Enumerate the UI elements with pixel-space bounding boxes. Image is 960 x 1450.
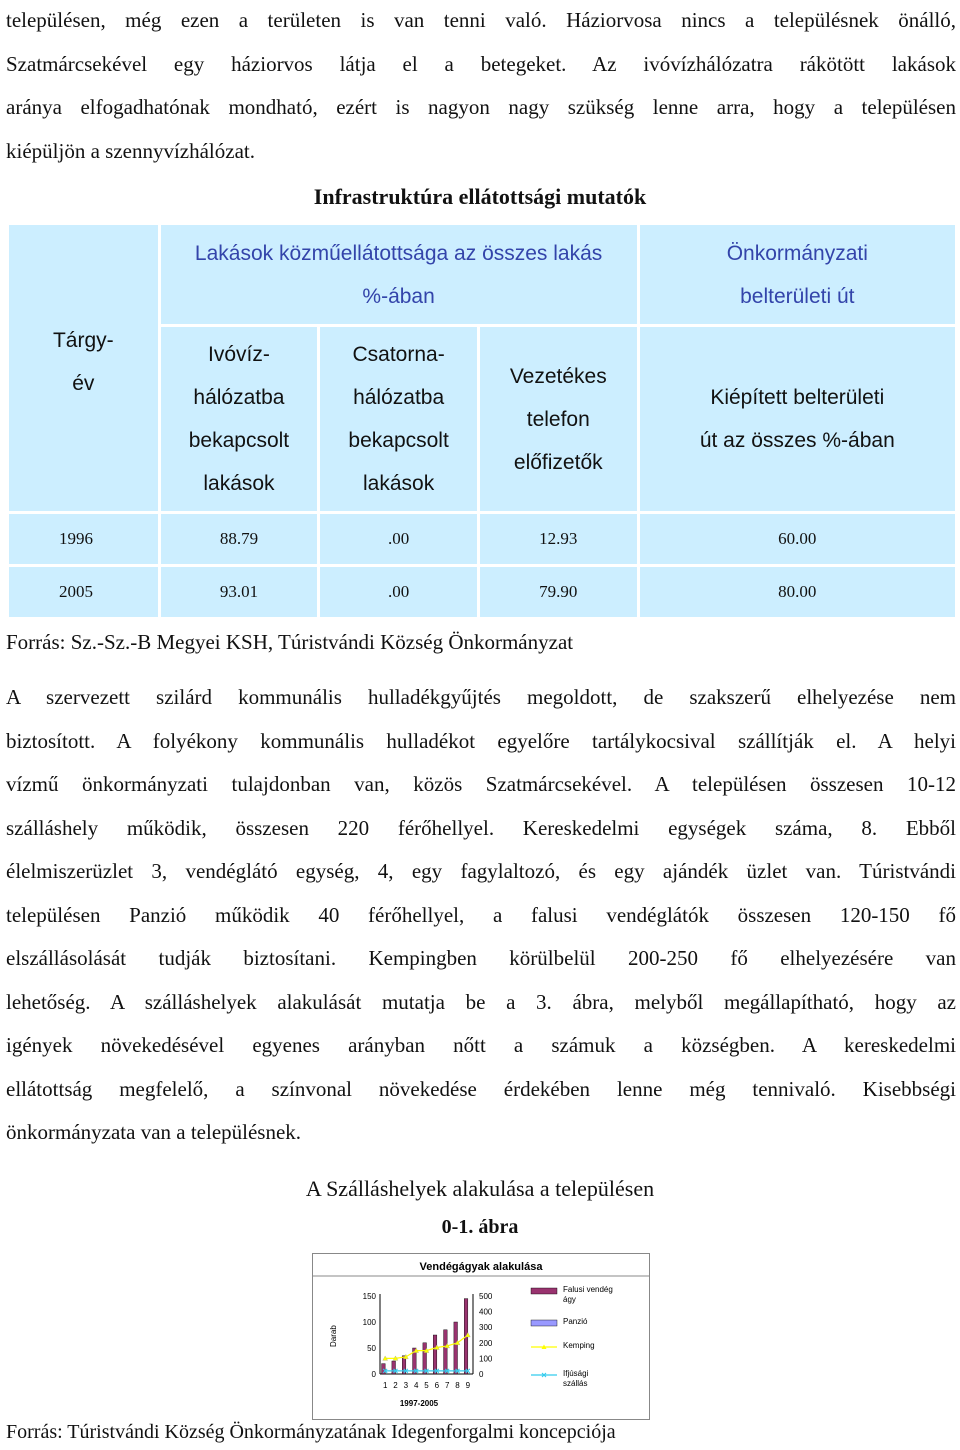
column-header-road [640, 327, 955, 511]
y-axis-label: Darab [329, 1325, 338, 1347]
column-header-line: hálózatba [353, 386, 445, 409]
text-line: kiépüljön a szennyvízhálózat. [6, 138, 255, 163]
y-right-tick-label: 500 [479, 1292, 493, 1301]
column-header-line: bekapcsolt [348, 429, 449, 452]
legend-label-line: ágy [563, 1295, 576, 1304]
cell-sewer: .00 [320, 514, 477, 564]
cell-road: 80.00 [640, 567, 955, 617]
text-line: biztosított. A folyékony kommunális hulladékot egyelőre tartálykocsival szállítják el. A helyi [6, 728, 956, 753]
bar [444, 1330, 448, 1374]
legend-label [563, 1341, 595, 1350]
legend-swatch [531, 1320, 557, 1326]
column-header-line: előfizetők [513, 450, 603, 474]
body-paragraph [6, 676, 956, 1155]
cell-telephone: 79.90 [480, 567, 637, 617]
row-year: 2005 [9, 567, 158, 617]
column-header-sewer [320, 327, 477, 511]
bar [433, 1335, 437, 1374]
table-source [6, 620, 956, 664]
corner-header-line: év [72, 372, 95, 395]
text-line: aránya elfogadhatónak mondható, ezért is nagyon nagy szükség lenne arra, hogy a településen [6, 95, 956, 119]
y-right-tick-label: 200 [479, 1338, 493, 1348]
x-tick-label: 5 [424, 1381, 429, 1390]
column-header-line: lakások [363, 472, 435, 495]
column-header-line: Csatorna- [352, 343, 445, 366]
y-left-tick-label: 150 [362, 1292, 376, 1301]
x-tick-label: 7 [444, 1381, 450, 1390]
figure-title: A Szálláshelyek alakulása a településen [305, 1176, 655, 1201]
source-text: Forrás: Sz.-Sz.-B Megyei KSH, Túristvándi Község Önkormányzat [6, 630, 574, 654]
accommodation-chart [313, 1254, 649, 1419]
corner-header [9, 225, 158, 511]
intro-paragraph [6, 0, 956, 173]
text-line: vízmű önkormányzati tulajdonban van, közös Szatmárcsekével. A településen összesen 10-12 [6, 772, 956, 796]
text-line: elszállásolását tudják biztosítani. Kempingben körülbelül 200-250 fő elhelyezésére van [6, 946, 956, 970]
corner-header-line: Tárgy- [52, 329, 114, 352]
x-axis-label: 1997-2005 [399, 1399, 439, 1408]
text-line: településen Panzió működik 40 férőhellyel, a falusi vendéglátók összesen 120-150 fő [6, 902, 956, 927]
x-tick-label: 2 [393, 1381, 398, 1390]
y-left-tick-label: 50 [367, 1344, 376, 1353]
row-year: 1996 [9, 514, 158, 564]
legend-label-line: Kemping [563, 1341, 595, 1350]
legend-label [563, 1317, 588, 1326]
y-right-tick-label: 400 [479, 1307, 493, 1317]
plot-area [363, 1292, 493, 1390]
text-line: Szatmárcsekével egy háziorvos látja el a betegeket. Az ivóvízhálózatra rákötött lakások [6, 51, 956, 76]
legend-label [563, 1285, 613, 1304]
x-tick-label: 1 [382, 1381, 388, 1390]
y-left-tick-label: 0 [371, 1370, 376, 1379]
chart-container [312, 1253, 650, 1420]
y-left-tick-label: 100 [362, 1318, 376, 1327]
text-line: lehetőség. A szálláshelyek alakulását mutatja be a 3. ábra, melyből megállapítható, hogy az [6, 989, 956, 1014]
column-header-line: lakások [203, 472, 275, 495]
column-header-water [161, 327, 318, 511]
cell-water: 93.01 [161, 567, 318, 617]
x-tick-label: 3 [403, 1381, 409, 1390]
legend-label [563, 1369, 589, 1388]
x-tick-label: 8 [455, 1381, 460, 1390]
chart-title: Vendégágyak alakulása [419, 1261, 543, 1273]
cell-water: 88.79 [161, 514, 318, 564]
cell-sewer: .00 [320, 567, 477, 617]
group-header-line: Önkormányzati [726, 241, 868, 265]
text-line: szálláshely működik, összesen 220 férőhellyel. Kereskedelmi egységek száma, 8. Ebből [6, 815, 956, 840]
column-header-line: út az összes %-ában [699, 429, 895, 452]
cell-road: 60.00 [640, 514, 955, 564]
group-header-utilities [161, 225, 637, 324]
group-header-roads [640, 225, 955, 324]
x-tick-label: 6 [434, 1381, 440, 1390]
y-right-tick-label: 0 [479, 1370, 484, 1379]
text-line: településen, még ezen a területen is van tenni való. Háziorvosa nincs a településnek önálló, [6, 8, 956, 32]
text-line: ellátottság megfelelő, a színvonal növekedése érdekében lenne még tennivaló. Kisebbségi [6, 1076, 956, 1101]
table-title: Infrastruktúra ellátottsági mutatók [313, 184, 647, 209]
text-line: A szervezett szilárd kommunális hulladékgyűjtés megoldott, de szakszerű elhelyezése nem [6, 685, 956, 709]
column-header-line: telefon [526, 407, 590, 431]
y-right-tick-label: 300 [479, 1323, 493, 1333]
column-header-line: hálózatba [193, 386, 285, 409]
y-right-tick-label: 100 [479, 1354, 493, 1364]
legend-label-line: szállás [563, 1379, 588, 1388]
group-header-line: %-ában [362, 284, 435, 308]
column-header-line: Kiépített belterületi [710, 386, 885, 409]
table-row [9, 567, 955, 617]
column-header-telephone [480, 327, 637, 511]
infrastructure-table [6, 222, 958, 620]
table-row [9, 514, 955, 564]
x-tick-label: 9 [465, 1381, 471, 1390]
group-header-line: Lakások közműellátottsága az összes lakás [194, 241, 603, 265]
legend-label-line: Falusi vendég [563, 1285, 613, 1294]
figure-source [6, 1414, 956, 1450]
figure-number: 0-1. ábra [441, 1216, 519, 1238]
column-header-line: Vezetékes [509, 364, 607, 388]
legend-label-line: Ifjúsági [563, 1369, 589, 1378]
x-tick-label: 4 [413, 1381, 419, 1390]
source-text: Forrás: Túristvándi Község Önkormányzatának Idegenforgalmi koncepciója [6, 1421, 616, 1443]
legend-swatch [531, 1288, 557, 1294]
column-header-line: Ivóvíz- [208, 343, 270, 366]
column-header-line: bekapcsolt [188, 429, 290, 452]
chart-legend [531, 1285, 613, 1388]
bar [454, 1322, 458, 1374]
text-line: igények növekedésével egyenes arányban nőtt a számuk a községben. A kereskedelmi [6, 1033, 956, 1057]
text-line: önkormányzata van a településnek. [6, 1120, 302, 1144]
text-line: élelmiszerüzlet 3, vendéglátó egység, 4, egy fagylaltozó, és egy ajándék üzlet van. Túristvándi [6, 859, 956, 883]
cell-telephone: 12.93 [480, 514, 637, 564]
group-header-line: belterületi út [740, 284, 855, 308]
legend-label-line: Panzió [563, 1317, 588, 1326]
